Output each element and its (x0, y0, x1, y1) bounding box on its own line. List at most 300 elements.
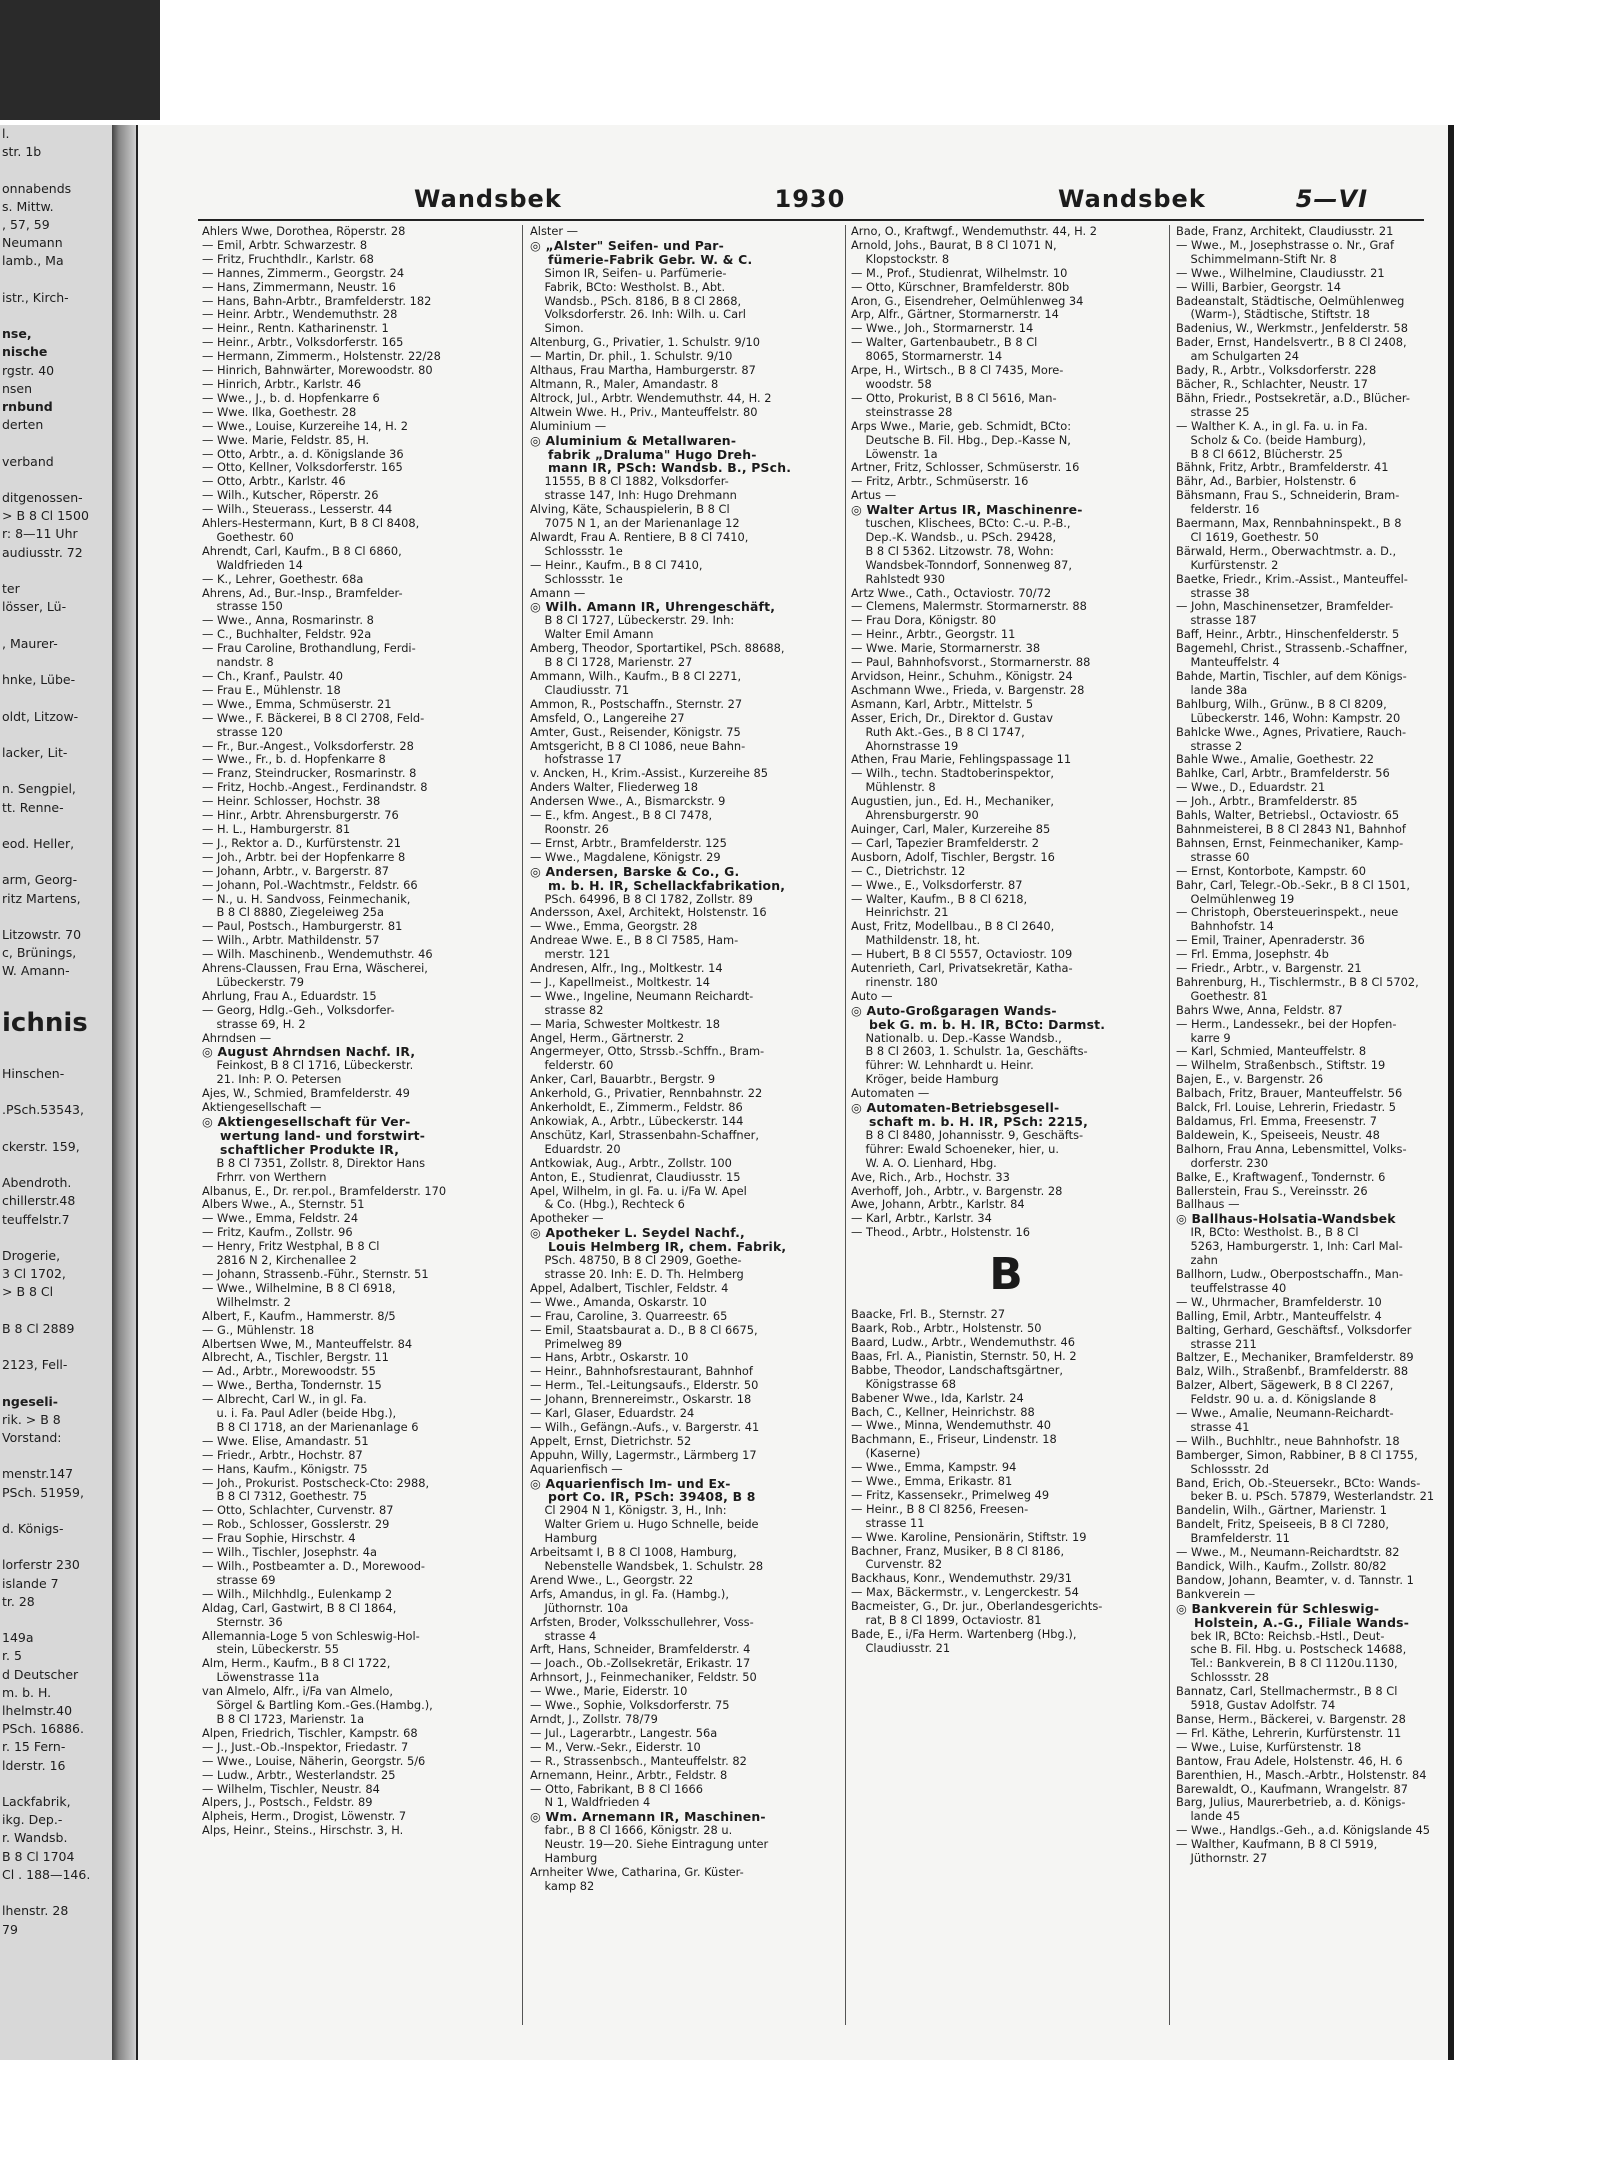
facing-page-line (0, 853, 112, 871)
directory-page (136, 125, 1454, 2060)
directory-entry-line: — Johann, Pol.-Wachtmstr., Feldstr. 66 (202, 877, 418, 892)
directory-entry-line: — Rob., Schlosser, Gosslerstr. 29 (202, 1517, 390, 1532)
directory-entry-line: 7075 N 1, an der Marienanlage 12 (530, 516, 740, 531)
directory-entry-line: — Wilhelm, Straßenbsch., Stiftstr. 19 (1176, 1058, 1386, 1073)
directory-entry-line: strasse 211 (1176, 1336, 1257, 1351)
directory-entry-line: Bandelt, Fritz, Speiseeis, B 8 Cl 7280, (1176, 1517, 1389, 1532)
directory-entry-line: Andersen Wwe., A., Bismarckstr. 9 (530, 794, 726, 809)
directory-entry-line: Apotheker — (530, 1211, 604, 1226)
directory-entry-line: — Heinr., Bahnhofsrestaurant, Bahnhof (530, 1364, 753, 1379)
directory-entry-line: Simon IR, Seifen- u. Parfümerie- (530, 265, 727, 280)
directory-entry-line: — Max, Bäckermstr., v. Lengerckestr. 54 (851, 1585, 1079, 1600)
directory-entry-line: Aschmann Wwe., Frieda, v. Bargenstr. 28 (851, 682, 1085, 697)
directory-entry-line: Bahnsen, Ernst, Feinmechaniker, Kamp- (1176, 835, 1404, 850)
directory-entry-line: 5263, Hamburgerstr. 1, Inh: Carl Mal- (1176, 1239, 1403, 1254)
directory-entry-line: — N., u. H. Sandvoss, Feinmechanik, (202, 891, 411, 906)
facing-page-line: lhenstr. 28 (2, 1903, 69, 1919)
directory-entry-line: lande 45 (1176, 1809, 1241, 1824)
directory-entry-line: Artus — (851, 488, 897, 503)
directory-entry-line: ◎ Aktiengesellschaft für Ver- (202, 1114, 411, 1129)
directory-entry-line: — G., Mühlenstr. 18 (202, 1322, 315, 1337)
directory-entry-line: führer: Ewald Schoeneker, hier, u. (851, 1141, 1060, 1156)
directory-entry-line: Arbeitsamt I, B 8 Cl 1008, Hamburg, (530, 1545, 737, 1560)
directory-entry-line: Cl 1619, Goethestr. 50 (1176, 529, 1319, 544)
directory-entry-line: Simon. (530, 321, 584, 336)
directory-entry-line: — Wilh., Gefängn.-Aufs., v. Bargerstr. 41 (530, 1419, 760, 1434)
directory-entry-line: Bandelin, Wilh., Gärtner, Marienstr. 1 (1176, 1503, 1387, 1518)
directory-entry-line: Balz, Wilh., Straßenbf., Bramfelderstr. 88 (1176, 1364, 1409, 1379)
directory-entry-line: Schlossstr. 1e (530, 543, 623, 558)
directory-entry-line: — Hinrich, Bahnwärter, Morewoodstr. 80 (202, 363, 433, 378)
facing-page-line: n. Sengpiel, (2, 781, 76, 797)
directory-entry-line: fümerie-Fabrik Gebr. W. & C. (530, 251, 753, 267)
facing-page-line (0, 562, 112, 580)
directory-entry-line: Wilhelmstr. 2 (202, 1294, 291, 1309)
directory-entry-line: — J., Kapellmeist., Moltkestr. 14 (530, 974, 710, 989)
directory-entry-line: ◎ Auto-Großgaragen Wands- (851, 1002, 1057, 1018)
directory-entry-line: Alm, Herm., Kaufm., B 8 Cl 1722, (202, 1656, 391, 1671)
facing-page-line: lorferstr 230 (2, 1557, 80, 1573)
directory-entry-line: — Wilh., Steuerass., Lesserstr. 44 (202, 502, 393, 517)
directory-entry-line: Bahle Wwe., Amalie, Goethestr. 22 (1176, 752, 1374, 767)
directory-entry-line: Bahlcke Wwe., Agnes, Privatiere, Rauch- (1176, 724, 1407, 739)
directory-entry-line: B 8 Cl 1727, Lübeckerstr. 29. Inh: (530, 613, 735, 628)
directory-entry-line: Hamburg (530, 1851, 598, 1866)
directory-entry-line: — Wilh. Maschinenb., Wendemuthstr. 46 (202, 947, 433, 962)
directory-entry-line: — Fritz, Fruchthdlr., Karlstr. 68 (202, 251, 374, 266)
directory-entry-line: Sörgel & Bartling Kom.-Ges.(Hambg.), (202, 1698, 433, 1713)
directory-entry-line: — Wwe., D., Eduardstr. 21 (1176, 780, 1326, 795)
directory-entry-line: — Frl. Käthe, Lehrerin, Kurfürstenstr. 11 (1176, 1725, 1402, 1740)
directory-entry-line: Bade, Franz, Architekt, Claudiusstr. 21 (1176, 225, 1394, 238)
facing-page-line: 3 Cl 1702, (2, 1266, 66, 1282)
directory-entry-line: strasse 38 (1176, 585, 1250, 600)
directory-entry-line: — Wwe., Emma, Feldstr. 24 (202, 1211, 359, 1226)
facing-page-line: Drogerie, (2, 1247, 61, 1263)
directory-entry-line: Automaten — (851, 1086, 930, 1101)
directory-entry-line: — Wwe., Minna, Wendemuthstr. 40 (851, 1418, 1051, 1433)
directory-entry-line: Ahrensburgerstr. 90 (851, 808, 979, 823)
directory-entry-line: Baldewein, K., Speiseeis, Neustr. 48 (1176, 1127, 1380, 1142)
directory-entry-line: Claudiusstr. 21 (851, 1640, 951, 1655)
directory-entry-line: Aluminium — (530, 418, 607, 433)
directory-entry-line: Roonstr. 26 (530, 821, 609, 836)
directory-entry-line: — Hinrich, Arbtr., Karlstr. 46 (202, 376, 362, 391)
directory-entry-line: — Wwe. Marie, Stormarnerstr. 38 (851, 641, 1041, 656)
facing-page-line: > B 8 Cl (2, 1284, 54, 1300)
facing-page-line: rgstr. 40 (2, 362, 55, 378)
directory-entry-line: Klopstockstr. 8 (851, 251, 950, 266)
directory-entry-line: — Wwe., Amalie, Neumann-Reichardt- (1176, 1406, 1394, 1421)
directory-entry-line: Ammann, Wilh., Kaufm., B 8 Cl 2271, (530, 669, 742, 683)
directory-entry-line: — Ernst, Arbtr., Bramfelderstr. 125 (530, 835, 727, 850)
column-3 (851, 225, 1161, 2025)
directory-entry-line: Curvenstr. 82 (851, 1557, 943, 1572)
directory-entry-line: — Joach., Ob.-Zollsekretär, Erikastr. 17 (530, 1656, 751, 1671)
directory-entry-line: strasse 69, H. 2 (202, 1016, 306, 1031)
directory-entry-line: Dep.-K. Wandsb., u. PSch. 29428, (851, 529, 1057, 544)
directory-entry-line: Ave, Rich., Arb., Hochstr. 33 (851, 1169, 1010, 1184)
directory-entry-line: — Theod., Arbtr., Holstenstr. 16 (851, 1225, 1031, 1240)
directory-entry-line: 5918, Gustav Adolfstr. 74 (1176, 1698, 1336, 1713)
scan-background (0, 0, 160, 120)
directory-entry-line: Bärwald, Herm., Oberwachtmstr. a. D., (1176, 543, 1397, 558)
directory-entry-line: — Wwe., Sophie, Volksdorferstr. 75 (530, 1698, 730, 1713)
directory-entry-line: B 8 Cl 8880, Ziegeleiweg 25a (202, 905, 384, 920)
directory-entry-line: Arft, Hans, Schneider, Bramfelderstr. 4 (530, 1642, 751, 1657)
directory-entry-line: Baas, Frl. A., Pianistin, Sternstr. 50, H. 2 (851, 1348, 1077, 1363)
facing-page-line (0, 653, 112, 671)
directory-entry-line: Amann — (530, 585, 586, 600)
directory-entry-line: — Wwe., Bertha, Tondernstr. 15 (202, 1378, 382, 1393)
directory-entry-line: — Heinr., Rentn. Katharinenstr. 1 (202, 321, 389, 336)
directory-entry-line: Sternstr. 36 (202, 1614, 283, 1629)
directory-entry-line: Badeanstalt, Städtische, Oelmühlenweg (1176, 293, 1405, 308)
page-number: 5—VI (1295, 185, 1368, 213)
directory-entry-line: Bahnhofstr. 14 (1176, 919, 1274, 934)
directory-entry-line: Bannatz, Carl, Stellmachermstr., B 8 Cl (1176, 1684, 1398, 1699)
directory-entry-line: Andreae Wwe. E., B 8 Cl 7585, Ham- (530, 933, 739, 948)
directory-entry-line: — Wwe., J., b. d. Hopfenkarre 6 (202, 390, 380, 405)
directory-entry-line: Ankerhold, G., Privatier, Rennbahnstr. 22 (530, 1086, 763, 1101)
directory-entry-line: wertung land- und forstwirt- (202, 1127, 426, 1143)
directory-entry-line: Barewaldt, O., Kaufmann, Wrangelstr. 87 (1176, 1781, 1409, 1796)
directory-entry-line: Arnold, Johs., Baurat, B 8 Cl 1071 N, (851, 237, 1057, 252)
facing-page-line: ngeseli- (2, 1393, 58, 1409)
directory-entry-line: Aquarienfisch — (530, 1461, 623, 1476)
directory-entry-line: — Frau Caroline, Brothandlung, Ferdi- (202, 641, 416, 656)
directory-entry-line: ◎ Walter Artus IR, Maschinenre- (851, 502, 1083, 518)
directory-entry-line: — Wwe., Wilhelmine, Claudiusstr. 21 (1176, 265, 1385, 280)
facing-page-line: r: 8—11 Uhr (2, 526, 78, 542)
directory-entry-line: schaft m. b. H. IR, PSch: 2215, (851, 1114, 1089, 1129)
directory-entry-line: Amsfeld, O., Langereihe 27 (530, 710, 685, 725)
directory-entry-line: Athen, Frau Marie, Fehlingspassage 11 (851, 752, 1072, 767)
directory-entry-line: strasse 147, Inh: Hugo Drehmann (530, 488, 737, 503)
directory-entry-line: — Joh., Arbtr. bei der Hopfenkarre 8 (202, 849, 406, 864)
facing-page-line: ckerstr. 159, (2, 1138, 80, 1154)
directory-entry-line: Albertsen Wwe, M., Manteuffelstr. 84 (202, 1336, 413, 1351)
directory-entry-line: — Frau E., Mühlenstr. 18 (202, 682, 341, 697)
facing-page-line: , Maurer- (2, 635, 58, 651)
directory-entry-line: — Paul, Postsch., Hamburgerstr. 81 (202, 919, 403, 934)
directory-entry-line: Bankverein — (1176, 1586, 1256, 1601)
directory-entry-line: Bahnmeisterei, B 8 Cl 2843 N1, Bahnhof (1176, 821, 1406, 836)
directory-entry-line: Bacmeister, G., Dr. jur., Oberlandesgerichts- (851, 1599, 1103, 1614)
facing-page-line: Lackfabrik, (2, 1794, 71, 1810)
directory-entry-line: — Wwe., Wilhelmine, B 8 Cl 6918, (202, 1280, 396, 1295)
directory-entry-line: — Wwe., F. Bäckerei, B 8 Cl 2708, Feld- (202, 710, 425, 725)
directory-entry-line: Ankerholdt, E., Zimmerm., Feldstr. 86 (530, 1100, 743, 1115)
directory-entry-line: Babener Wwe., Ida, Karlstr. 24 (851, 1390, 1024, 1405)
directory-entry-line: B 8 Cl 7312, Goethestr. 75 (202, 1489, 368, 1504)
directory-entry-line: — John, Maschinensetzer, Bramfelder- (1176, 599, 1394, 614)
facing-page-line: ichnis (2, 1007, 88, 1038)
directory-entry-line: Mathildenstr. 18, ht. (851, 933, 981, 948)
directory-entry-line: Anton, E., Studienrat, Claudiusstr. 15 (530, 1169, 741, 1184)
directory-entry-line: Alving, Käte, Schauspielerin, B 8 Cl (530, 502, 730, 517)
facing-page-line (0, 1374, 112, 1392)
directory-entry-line: stein, Lübeckerstr. 55 (202, 1642, 340, 1657)
directory-entry-line: u. i. Fa. Paul Adler (beide Hbg.), (202, 1406, 397, 1421)
page-header (138, 181, 1448, 217)
directory-entry-line: Bahlke, Carl, Arbtr., Bramfelderstr. 56 (1176, 766, 1390, 781)
directory-entry-line: — Hubert, B 8 Cl 5557, Octaviostr. 109 (851, 947, 1073, 962)
directory-entry-line: Aldag, Carl, Gastwirt, B 8 Cl 1864, (202, 1600, 397, 1615)
directory-entry-line: Baetke, Friedr., Krim.-Assist., Manteuffel- (1176, 571, 1408, 586)
directory-entry-line: Anschütz, Karl, Strassenbahn-Schaffner, (530, 1127, 759, 1142)
directory-entry-line: Amberg, Theodor, Sportartikel, PSch. 88688, (530, 641, 785, 656)
directory-entry-line: — Franz, Steindrucker, Rosmarinstr. 8 (202, 766, 417, 781)
directory-entry-line: schaftlicher Produkte IR, (202, 1141, 400, 1157)
directory-entry-line: — Otto, Arbtr., a. d. Königslande 36 (202, 446, 404, 461)
directory-entry-line: B 8 Cl 1723, Marienstr. 1a (202, 1711, 365, 1726)
directory-entry-line: Kurfürstenstr. 2 (1176, 557, 1279, 572)
directory-entry-line: Ahrendt, Carl, Kaufm., B 8 Cl 6860, (202, 543, 402, 558)
directory-entry-line: port Co. IR, PSch: 39408, B 8 (530, 1489, 756, 1505)
directory-entry-line: Lübeckerstr. 79 (202, 974, 305, 989)
directory-entry-line: — Otto, Schlachter, Curvenstr. 87 (202, 1503, 394, 1518)
directory-entry-line: Neustr. 19—20. Siehe Eintragung unter (530, 1837, 769, 1852)
facing-page-line: tr. 28 (2, 1593, 35, 1609)
directory-entry-line: — Frau Sophie, Hirschstr. 4 (202, 1531, 356, 1546)
directory-entry-line: — Heinr., Kaufm., B 8 Cl 7410, (530, 557, 703, 572)
directory-entry-line: hofstrasse 17 (530, 752, 622, 767)
directory-entry-line: ◎ Aquarienfisch Im- und Ex- (530, 1475, 731, 1491)
directory-entry-line: B 8 Cl 7351, Zollstr. 8, Direktor Hans (202, 1155, 426, 1170)
directory-entry-line: — Otto, Kürschner, Bramfelderstr. 80b (851, 279, 1070, 294)
directory-entry-line: ◎ Ballhaus-Holsatia-Wandsbek (1176, 1211, 1396, 1227)
directory-entry-line: Angel, Herm., Gärtnerstr. 2 (530, 1030, 685, 1045)
facing-page-line: m. b. H. (2, 1684, 52, 1700)
facing-page-line: .PSch.53543, (2, 1102, 84, 1118)
directory-entry-line: — Friedr., Arbtr., v. Bargenstr. 21 (1176, 961, 1362, 976)
facing-page-line (0, 1447, 112, 1465)
facing-page-line: lacker, Lit- (2, 744, 68, 760)
directory-entry-line: felderstr. 16 (1176, 502, 1260, 517)
directory-entry-line: (Kaserne) (851, 1446, 921, 1461)
facing-page-line: Neumann (2, 235, 63, 251)
directory-entry-line: mann IR, PSch: Wandsb. B., PSch. (530, 460, 792, 476)
directory-entry-line: 21. Inh: P. O. Petersen (202, 1072, 342, 1087)
directory-entry-line: — M., Verw.-Sekr., Eiderstr. 10 (530, 1739, 701, 1754)
facing-page-line: nische (2, 344, 48, 360)
directory-entry-line: — Wwe. Elise, Amandastr. 51 (202, 1433, 369, 1448)
facing-page-line: r. 15 Fern- (2, 1739, 66, 1755)
directory-entry-line: Bajen, E., v. Bargenstr. 26 (1176, 1072, 1324, 1087)
directory-entry-line: — Paul, Bahnhofsvorst., Stormarnerstr. 88 (851, 655, 1091, 670)
facing-page-line (0, 1611, 112, 1629)
directory-entry-line: — J., Rektor a. D., Kurfürstenstr. 21 (202, 835, 401, 850)
directory-entry-line: — Friedr., Arbtr., Hochstr. 87 (202, 1447, 363, 1462)
directory-entry-line: strasse 20. Inh: E. D. Th. Helmberg (530, 1266, 744, 1281)
directory-entry-line: — Wwe., Magdalene, Königstr. 29 (530, 849, 721, 864)
column-4 (1176, 225, 1452, 2025)
facing-page-line: istr., Kirch- (2, 289, 69, 305)
directory-entry-line: Schlossstr. 2d (1176, 1461, 1269, 1476)
directory-entry-line: Oelmühlenweg 19 (1176, 891, 1295, 906)
directory-entry-line: Balzer, Albert, Sägewerk, B 8 Cl 2267, (1176, 1378, 1394, 1393)
directory-entry-line: Schlossstr. 1e (530, 571, 623, 586)
directory-entry-line: Wandsbek-Tonndorf, Sonnenweg 87, (851, 557, 1072, 572)
directory-entry-line: — C., Dietrichstr. 12 (851, 863, 966, 878)
directory-entry-line: Averhoff, Joh., Arbtr., v. Bargenstr. 28 (851, 1183, 1063, 1198)
directory-entry-line: Arndt, J., Zollstr. 78/79 (530, 1711, 658, 1726)
directory-entry-line: Ajes, W., Schmied, Bramfelderstr. 49 (202, 1086, 410, 1101)
directory-entry-line: Baard, Ludw., Arbtr., Wendemuthstr. 46 (851, 1334, 1075, 1349)
directory-entry-line: ◎ Wm. Arnemann IR, Maschinen- (530, 1809, 766, 1825)
column-1 (202, 225, 512, 2025)
directory-entry-line: Bachner, Franz, Musiker, B 8 Cl 8186, (851, 1543, 1065, 1558)
directory-entry-line: Ruth Akt.-Ges., B 8 Cl 1747, (851, 724, 1025, 739)
directory-entry-line: rat, B 8 Cl 1899, Octaviostr. 81 (851, 1613, 1042, 1628)
facing-page-line (0, 616, 112, 634)
directory-entry-line: — Christoph, Obersteuerinspekt., neue (1176, 905, 1399, 920)
directory-entry-line: ◎ „Alster" Seifen- und Par- (530, 237, 724, 253)
directory-entry-line: 2816 N 2, Kirchenallee 2 (202, 1253, 357, 1268)
directory-entry-line: (Warm-), Städtische, Stiftstr. 18 (1176, 307, 1370, 322)
facing-page-line (0, 1302, 112, 1320)
directory-entry-line: Manteuffelstr. 4 (1176, 655, 1280, 670)
column-2 (530, 225, 842, 2025)
directory-entry-line: Nebenstelle Wandsbek, 1. Schulstr. 28 (530, 1559, 764, 1573)
facing-page-line (0, 726, 112, 744)
directory-entry-line: Arfs, Amandus, in gl. Fa. (Hambg.), (530, 1586, 729, 1601)
directory-entry-line: lande 38a (1176, 682, 1248, 697)
directory-entry-line: Bantow, Frau Adele, Holstenstr. 46, H. 6 (1176, 1753, 1403, 1768)
directory-entry-line: — Wwe., Louise, Näherin, Georgstr. 5/6 (202, 1753, 426, 1768)
facing-page-line: > B 8 Cl 1500 (2, 508, 89, 524)
directory-entry-line: Barg, Julius, Maurerbetrieb, a. d. Königs- (1176, 1795, 1406, 1810)
directory-entry-line: — K., Lehrer, Goethestr. 68a (202, 571, 364, 586)
facing-page-line: B 8 Cl 1704 (2, 1848, 75, 1864)
directory-entry-line: Auto — (851, 988, 893, 1003)
directory-entry-line: Walter Emil Amann (530, 627, 654, 642)
directory-entry-line: ◎ Andersen, Barske & Co., G. (530, 863, 740, 879)
directory-entry-line: — Herm., Landessekr., bei der Hopfen- (1176, 1016, 1397, 1031)
facing-page-line (0, 1775, 112, 1793)
directory-entry-line: PSch. 64996, B 8 Cl 1782, Zollstr. 89 (530, 891, 753, 906)
directory-entry-line: — R., Strassenbsch., Manteuffelstr. 82 (530, 1753, 747, 1768)
directory-entry-line: Scholz & Co. (beide Hamburg), (1176, 432, 1366, 447)
facing-page-line: d Deutscher (2, 1666, 79, 1682)
header-year: 1930 (774, 185, 846, 213)
directory-entry-line: — Wilh., techn. Stadtoberinspektor, (851, 766, 1055, 781)
directory-entry-line: — Clemens, Malermstr. Stormarnerstr. 88 (851, 599, 1087, 614)
directory-entry-line: Banse, Herm., Bäckerei, v. Bargenstr. 28 (1176, 1711, 1406, 1726)
directory-entry-line: Awe, Johann, Arbtr., Karlstr. 84 (851, 1197, 1025, 1212)
directory-entry-line: & Co. (Hbg.), Rechteck 6 (530, 1197, 685, 1212)
directory-entry-line: Balting, Gerhard, Geschäftsf., Volksdorfer (1176, 1322, 1412, 1337)
directory-entry-line: — Hans, Kaufm., Königstr. 75 (202, 1461, 368, 1476)
directory-entry-line: — Wilhelm, Tischler, Neustr. 84 (202, 1781, 380, 1796)
directory-entry-line: Arhnsort, J., Feinmechaniker, Feldstr. 50 (530, 1670, 757, 1685)
directory-entry-line: Holstein, A.-G., Filiale Wands- (1176, 1614, 1410, 1630)
directory-entry-line: — Joh., Prokurist. Postscheck-Cto: 2988, (202, 1475, 430, 1490)
facing-page-line: chillerstr.48 (2, 1193, 76, 1209)
facing-page-line: d. Königs- (2, 1521, 64, 1537)
facing-page-line: , 57, 59 (2, 217, 50, 233)
facing-page-line (0, 161, 112, 179)
directory-entry-line: — H. L., Hamburgerstr. 81 (202, 821, 351, 836)
directory-entry-line: Arend Wwe., L., Georgstr. 22 (530, 1572, 694, 1587)
directory-entry-line: — Georg, Hdlg.-Geh., Volksdorfer- (202, 1002, 395, 1017)
directory-entry-line: Alpers, J., Postsch., Feldstr. 89 (202, 1795, 373, 1810)
directory-entry-line: Angermeyer, Otto, Strssb.-Schffn., Bram- (530, 1044, 765, 1059)
directory-entry-line: Artz Wwe., Cath., Octaviostr. 70/72 (851, 585, 1052, 600)
directory-entry-line: 11555, B 8 Cl 1882, Volksdorfer- (530, 474, 729, 489)
directory-entry-line: Althaus, Frau Martha, Hamburgerstr. 87 (530, 363, 756, 378)
facing-page-line: nsen (2, 380, 33, 396)
directory-entry-line: Asmann, Karl, Arbtr., Mittelstr. 5 (851, 696, 1034, 711)
facing-page-line: audiusstr. 72 (2, 544, 83, 560)
directory-entry-line: — Wwe., Handlgs.-Geh., a.d. Königslande 45 (1176, 1823, 1431, 1838)
directory-entry-line: fabr., B 8 Cl 1666, Königstr. 28 u. (530, 1823, 733, 1838)
directory-entry-line: strasse 120 (202, 724, 283, 739)
directory-entry-line: Artner, Fritz, Schlosser, Schmüserstr. 16 (851, 460, 1080, 475)
facing-page-line: ritz Martens, (2, 890, 81, 906)
facing-page-line (0, 689, 112, 707)
directory-entry-line: ◎ Apotheker L. Seydel Nachf., (530, 1225, 745, 1241)
directory-entry-line: — Heinr. Arbtr., Wendemuthstr. 28 (202, 307, 398, 322)
directory-entry-line: — Wwe., Ingeline, Neumann Reichardt- (530, 988, 754, 1003)
directory-entry-line: Babbe, Theodor, Landschaftsgärtner, (851, 1362, 1064, 1377)
directory-entry-line: Schimmelmann-Stift Nr. 8 (1176, 251, 1337, 266)
directory-entry-line: Baff, Heinr., Arbtr., Hinschenfelderstr. 5 (1176, 627, 1400, 642)
directory-entry-line: Barenthien, H., Masch.-Arbtr., Holstenstr. 84 (1176, 1767, 1427, 1782)
directory-entry-line: fabrik „Draluma" Hugo Dreh- (530, 446, 757, 462)
directory-entry-line: W. A. O. Lienhard, Hbg. (851, 1155, 997, 1170)
directory-entry-line: 8065, Stormarnerstr. 14 (851, 349, 1003, 364)
directory-entry-line: Arpe, H., Wirtsch., B 8 Cl 7435, More- (851, 363, 1064, 378)
directory-entry-line: Ankowiak, A., Arbtr., Lübeckerstr. 144 (530, 1114, 744, 1128)
directory-entry-line: Louis Helmberg IR, chem. Fabrik, (530, 1239, 787, 1255)
directory-entry-line: Primelweg 89 (530, 1336, 622, 1351)
directory-entry-line: — Ch., Kranf., Paulstr. 40 (202, 669, 343, 683)
directory-entry-line: Alps, Heinr., Steins., Hirschstr. 3, H. (202, 1823, 404, 1838)
directory-entry-line: Feldstr. 90 u. a. d. Königslande 8 (1176, 1392, 1377, 1407)
column-separator (845, 225, 846, 2025)
facing-page-line: r. 5 (2, 1648, 22, 1664)
directory-entry-line: B 8 Cl 5362. Litzowstr. 78, Wohn: (851, 543, 1054, 558)
directory-entry-line: — Wwe., Emma, Schmüserstr. 21 (202, 696, 392, 711)
facing-page-line: Abendroth. (2, 1175, 72, 1191)
directory-entry-line: Bahlburg, Wilh., Grünw., B 8 Cl 8209, (1176, 696, 1387, 711)
directory-entry-line: B 8 Cl 1728, Marienstr. 27 (530, 655, 693, 670)
facing-page-line (0, 1083, 112, 1101)
facing-page-line: 79 (2, 1921, 18, 1937)
directory-entry-line: bek G. m. b. H. IR, BCto: Darmst. (851, 1016, 1106, 1032)
facing-page-line (0, 762, 112, 780)
directory-entry-line: Wandsb., PSch. 8186, B 8 Cl 2868, (530, 293, 742, 308)
facing-page-line (0, 434, 112, 452)
facing-page-line (0, 981, 112, 999)
directory-entry-line: Arvidson, Heinr., Schuhm., Königstr. 24 (851, 669, 1073, 683)
directory-entry-line: Aktiengesellschaft — (202, 1100, 322, 1115)
facing-page-line: oldt, Litzow- (2, 708, 79, 724)
facing-page-line: str. 1b (2, 144, 42, 160)
directory-entry-line: Arp, Alfr., Gärtner, Stormarnerstr. 14 (851, 307, 1059, 322)
directory-entry-line: Hamburg (530, 1531, 598, 1546)
directory-entry-line: Kröger, beide Hamburg (851, 1072, 999, 1087)
directory-entry-line: ◎ Automaten-Betriebsgesell- (851, 1100, 1060, 1116)
directory-entry-line: Andersson, Axel, Architekt, Holstenstr. 16 (530, 905, 767, 920)
column-separator (1169, 225, 1170, 2025)
directory-entry-line: B 8 Cl 1718, an der Marienanlage 6 (202, 1419, 419, 1434)
directory-entry-line: — Hannes, Zimmerm., Georgstr. 24 (202, 265, 405, 280)
directory-entry-line: — Hermann, Zimmerm., Holstenstr. 22/28 (202, 349, 441, 364)
directory-entry-line: Bahde, Martin, Tischler, auf dem Königs- (1176, 669, 1407, 683)
